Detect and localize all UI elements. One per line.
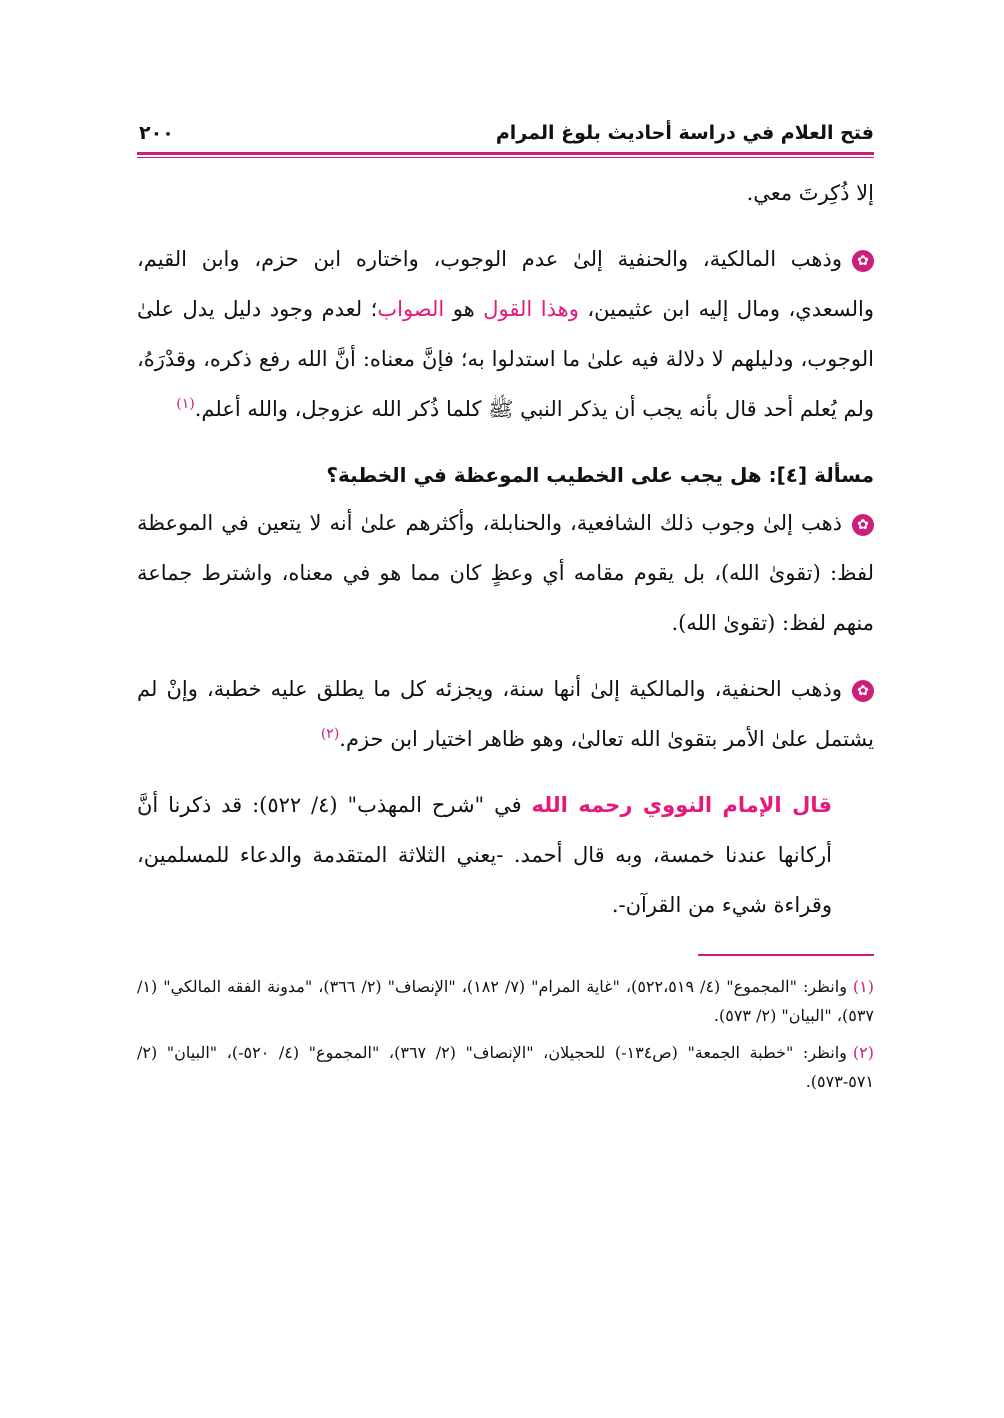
paragraph-text: هو bbox=[444, 297, 484, 321]
paragraph-shafiiyya bbox=[137, 498, 874, 648]
page-number: ٢٠٠ bbox=[139, 122, 174, 144]
flower-bullet-icon: ✿ bbox=[852, 250, 874, 272]
paragraph-text: في "شرح المهذب" (٤/ ٥٢٢): قد ذكرنا أنَّ أركانها عندنا خمسة، وبه قال أحمد. -يعني الثلاثة المتقدمة والدعاء للمسلمين، وقراءة شيء من القرآن-. bbox=[137, 793, 832, 917]
book-title: فتح العلام في دراسة أحاديث بلوغ المرام bbox=[495, 122, 874, 144]
footnote bbox=[137, 1038, 874, 1096]
footnotes bbox=[137, 972, 874, 1096]
issue-heading: مسألة [٤]: هل يجب على الخطيب الموعظة في الخطبة؟ bbox=[326, 463, 874, 487]
paragraph-text: وذهب المالكية، والحنفية إلىٰ عدم الوجوب، واختاره ابن حزم، وابن القيم، والسعدي، ومال إليه ابن عثيمين، bbox=[137, 247, 874, 321]
highlight-correct: الصواب bbox=[377, 297, 445, 321]
paragraph-text: ؛ لعدم وجود دليل يدل علىٰ الوجوب، ودليلهم لا دلالة فيه علىٰ ما استدلوا به؛ فإنَّ معناه: أنَّ الله رفع ذكره، وقدْرَهُ، ولم يُعلم أحد قال بأنه يجب أن يذكر النبي ﷺ كلما ذُكر الله عزوجل، والله أعلم. bbox=[137, 297, 874, 421]
quoted-scholar: قال الإمام النووي رحمه الله bbox=[531, 793, 832, 817]
main-text bbox=[137, 168, 874, 930]
footnote-number: (١) bbox=[852, 977, 875, 996]
paragraph-continuation: إلا ذُكِرتَ معي. bbox=[746, 181, 874, 205]
running-header bbox=[137, 118, 874, 152]
footnote bbox=[137, 972, 874, 1030]
paragraph-nawawi-quote bbox=[137, 780, 874, 930]
footnote-text: وانظر: "المجموع" (٤/ ٥٢٢،٥١٩)، "غاية المرام" (٧/ ١٨٢)، "الإنصاف" (٢/ ٣٦٦)، "مدونة الفقه المالكي" (١/ ٥٣٧)، "البيان" (٢/ ٥٧٣). bbox=[137, 977, 874, 1025]
highlight-this-saying: وهذا القول bbox=[483, 297, 579, 321]
paragraph-malikiyya bbox=[137, 234, 874, 434]
paragraph-text: وذهب الحنفية، والمالكية إلىٰ أنها سنة، ويجزئه كل ما يطلق عليه خطبة، وإنْ لم يشتمل علىٰ الأمر بتقوىٰ الله تعالىٰ، وهو ظاهر اختيار ابن حزم. bbox=[137, 677, 874, 751]
paragraph-text: ذهب إلىٰ وجوب ذلك الشافعية، والحنابلة، وأكثرهم علىٰ أنه لا يتعين في الموعظة لفظ: (تقوىٰ الله)، بل يقوم مقامه أي وعظٍ كان مما هو في معناه، واشترط جماعة منهم لفظ: (تقوىٰ الله). bbox=[137, 511, 874, 635]
paragraph-hanafiyya bbox=[137, 664, 874, 764]
book-page bbox=[137, 118, 874, 1104]
flower-bullet-icon: ✿ bbox=[852, 680, 874, 702]
footnote-ref-1[interactable]: (١) bbox=[176, 396, 195, 412]
header-rule-thin bbox=[137, 157, 874, 158]
footnote-number: (٢) bbox=[852, 1043, 874, 1062]
footnote-separator bbox=[698, 954, 874, 956]
flower-bullet-icon: ✿ bbox=[852, 514, 874, 536]
footnote-ref-2[interactable]: (٢) bbox=[320, 726, 340, 742]
footnote-text: وانظر: "خطبة الجمعة" (ص١٣٤-) للحجيلان، "الإنصاف" (٢/ ٣٦٧)، "المجموع" (٤/ ٥٢٠-)، "البيان" (٢/ ٥٧١-٥٧٣). bbox=[137, 1043, 874, 1091]
